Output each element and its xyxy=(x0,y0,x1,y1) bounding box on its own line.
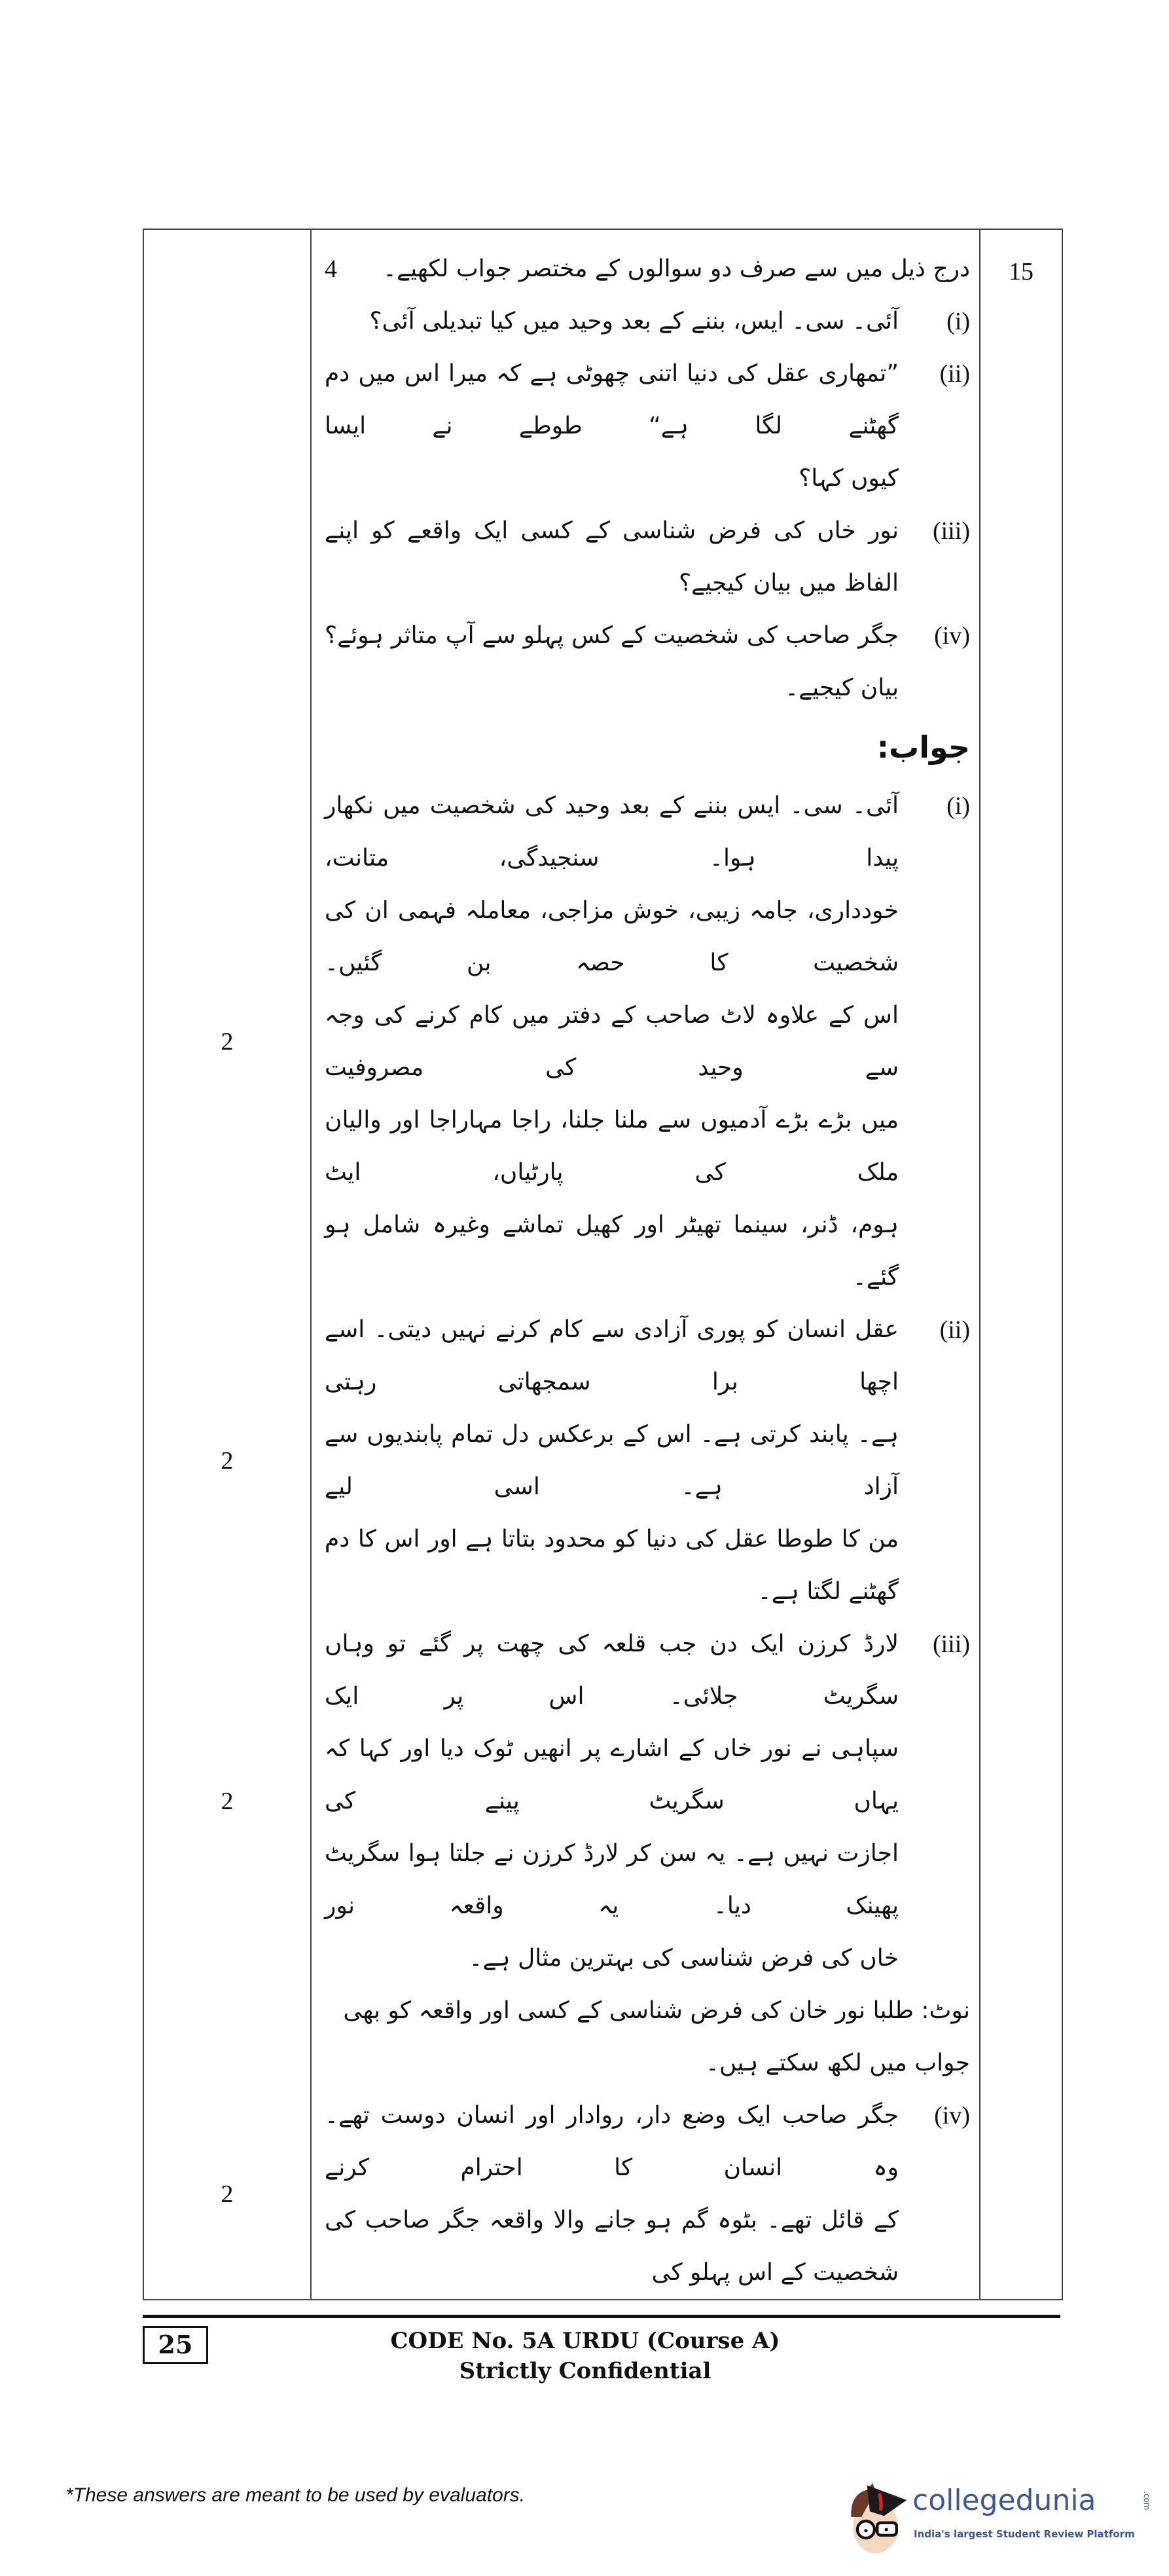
question-item xyxy=(325,505,970,610)
question-line: نور خاں کی فرض شناسی کے کسی ایک واقعے کو اپنے الفاظ میں بیان کیجیے؟ xyxy=(325,517,899,597)
note-row xyxy=(143,1985,1062,2089)
answer-item xyxy=(325,1304,970,1618)
answer-line: من کا طوطا عقل کی دنیا کو محدود بتاتا ہے اور اس کا دم گھٹنے لگتا ہے۔ xyxy=(325,1526,899,1605)
answer-line: آئی۔ سی۔ ایس بننے کے بعد وحید کی شخصیت میں نکھار پیدا ہوا۔ سنجیدگی، متانت، xyxy=(325,792,899,872)
question-line: ”تمھاری عقل کی دنیا اتنی چھوٹی ہے کہ میرا اس میں دم گھٹنے لگا ہے“ طوطے نے ایسا xyxy=(325,360,899,439)
question-item xyxy=(325,295,970,348)
answer-note: نوٹ: طلبا نور خان کی فرض شناسی کے کسی اور واقعہ کو بھی جواب میں لکھ سکتے ہیں۔ xyxy=(343,1997,970,2076)
answer-marks: 2 xyxy=(221,1788,234,1815)
answer-marks: 2 xyxy=(221,1028,234,1056)
answer-line: خودداری، جامہ زیبی، خوش مزاجی، معاملہ فہمی ان کی شخصیت کا حصہ بن گئیں۔ xyxy=(325,897,899,976)
question-number: 15 xyxy=(1009,258,1034,285)
footer xyxy=(143,2326,1060,2386)
answer-line: ہے۔ پابند کرتی ہے۔ اس کے برعکس دل تمام پابندیوں سے آزاد ہے۔ اسی لیے xyxy=(325,1421,899,1500)
answer-line: کے قائل تھے۔ بٹوہ گم ہو جانے والا واقعہ جگر صاحب کی شخصیت کے اس پہلو کی xyxy=(325,2207,899,2286)
question-line: جگر صاحب کی شخصیت کے کس پہلو سے آپ متاثر ہوئے؟ بیان کیجیے۔ xyxy=(325,622,899,701)
mascot-icon xyxy=(844,2471,912,2563)
answer-label: (iii) xyxy=(933,1630,970,1658)
confidential-label: Strictly Confidential xyxy=(459,2358,711,2384)
answer-line: لارڈ کرزن ایک دن جب قلعہ کی چھت پر گئے تو وہاں سگریٹ جلائی۔ اس پر ایک xyxy=(325,1630,899,1710)
question-label: (ii) xyxy=(939,360,970,388)
answer-heading: جواب: xyxy=(876,729,970,765)
marks-cell xyxy=(143,229,311,295)
exam-code: CODE No. 5A URDU (Course A) xyxy=(390,2328,780,2354)
total-marks: 4 xyxy=(325,255,337,283)
question-number-cell xyxy=(980,229,1062,2300)
answer-item xyxy=(325,780,970,1304)
question-row xyxy=(143,229,1062,295)
answer-row xyxy=(143,780,1062,1304)
question-label: (iii) xyxy=(933,517,970,545)
answer-row xyxy=(143,1618,1062,1985)
logo-tagline: India's largest Student Review Platform xyxy=(914,2528,1135,2540)
question-item xyxy=(325,348,970,505)
question-line: آئی۔ سی۔ ایس، بننے کے بعد وحید میں کیا تبدیلی آئی؟ xyxy=(369,308,899,335)
content-cell xyxy=(311,229,980,295)
collegedunia-logo xyxy=(844,2471,1159,2563)
question-item xyxy=(325,610,970,714)
question-label: (i) xyxy=(946,308,970,335)
answer-marks: 2 xyxy=(221,2180,234,2208)
evaluator-disclaimer: *These answers are meant to be used by evaluators. xyxy=(65,2484,526,2506)
answer-line: اس کے علاوہ لاٹ صاحب کے دفتر میں کام کرنے کی وجہ سے وحید کی مصروفیت xyxy=(325,1002,899,1081)
page-number: 25 xyxy=(143,2326,208,2364)
logo-wordmark: collegedunia xyxy=(912,2484,1096,2517)
answer-line: اجازت نہیں ہے۔ یہ سن کر لارڈ کرزن نے جلتا ہوا سگریٹ پھینک دیا۔ یہ واقعہ نور xyxy=(325,1840,899,1919)
answer-row xyxy=(143,1304,1062,1618)
logo-domain: .com xyxy=(1142,2491,1151,2511)
answer-label: (ii) xyxy=(939,1316,970,1344)
answer-line: جگر صاحب ایک وضع دار، روادار اور انسان دوست تھے۔ وہ انسان کا احترام کرنے xyxy=(325,2102,899,2181)
footer-rule xyxy=(143,2315,1060,2318)
question-line: کیوں کہا؟ xyxy=(799,465,899,492)
question-row xyxy=(143,295,1062,780)
answer-item xyxy=(325,1618,970,1985)
answer-line: خاں کی فرض شناسی کی بہترین مثال ہے۔ xyxy=(469,1945,899,1972)
answer-label: (i) xyxy=(946,792,970,820)
question-label: (iv) xyxy=(934,622,970,650)
answer-item xyxy=(325,2089,970,2299)
page-bottom xyxy=(0,2471,1169,2576)
answer-line: عقل انسان کو پوری آزادی سے کام کرنے نہیں دیتی۔ اسے اچھا برا سمجھاتی رہتی xyxy=(325,1316,899,1395)
question-instruction: درج ذیل میں سے صرف دو سوالوں کے مختصر جواب لکھیے۔ xyxy=(382,255,970,282)
answer-line: سپاہی نے نور خاں کے اشارے پر انھیں ٹوک دیا اور کہا کہ یہاں سگریٹ پینے کی xyxy=(325,1735,899,1814)
answer-marks: 2 xyxy=(221,1447,234,1475)
answer-line: میں بڑے بڑے آدمیوں سے ملنا جلنا، راجا مہاراجا اور والیان ملک کی پارٹیاں، ایٹ xyxy=(325,1107,899,1186)
answer-label: (iv) xyxy=(934,2102,970,2129)
answer-row xyxy=(143,2089,1062,2300)
answer-line: ہوم، ڈنر، سینما تھیٹر اور کھیل تماشے وغیرہ شامل ہو گئے۔ xyxy=(325,1211,899,1291)
marking-table xyxy=(143,229,1063,2300)
